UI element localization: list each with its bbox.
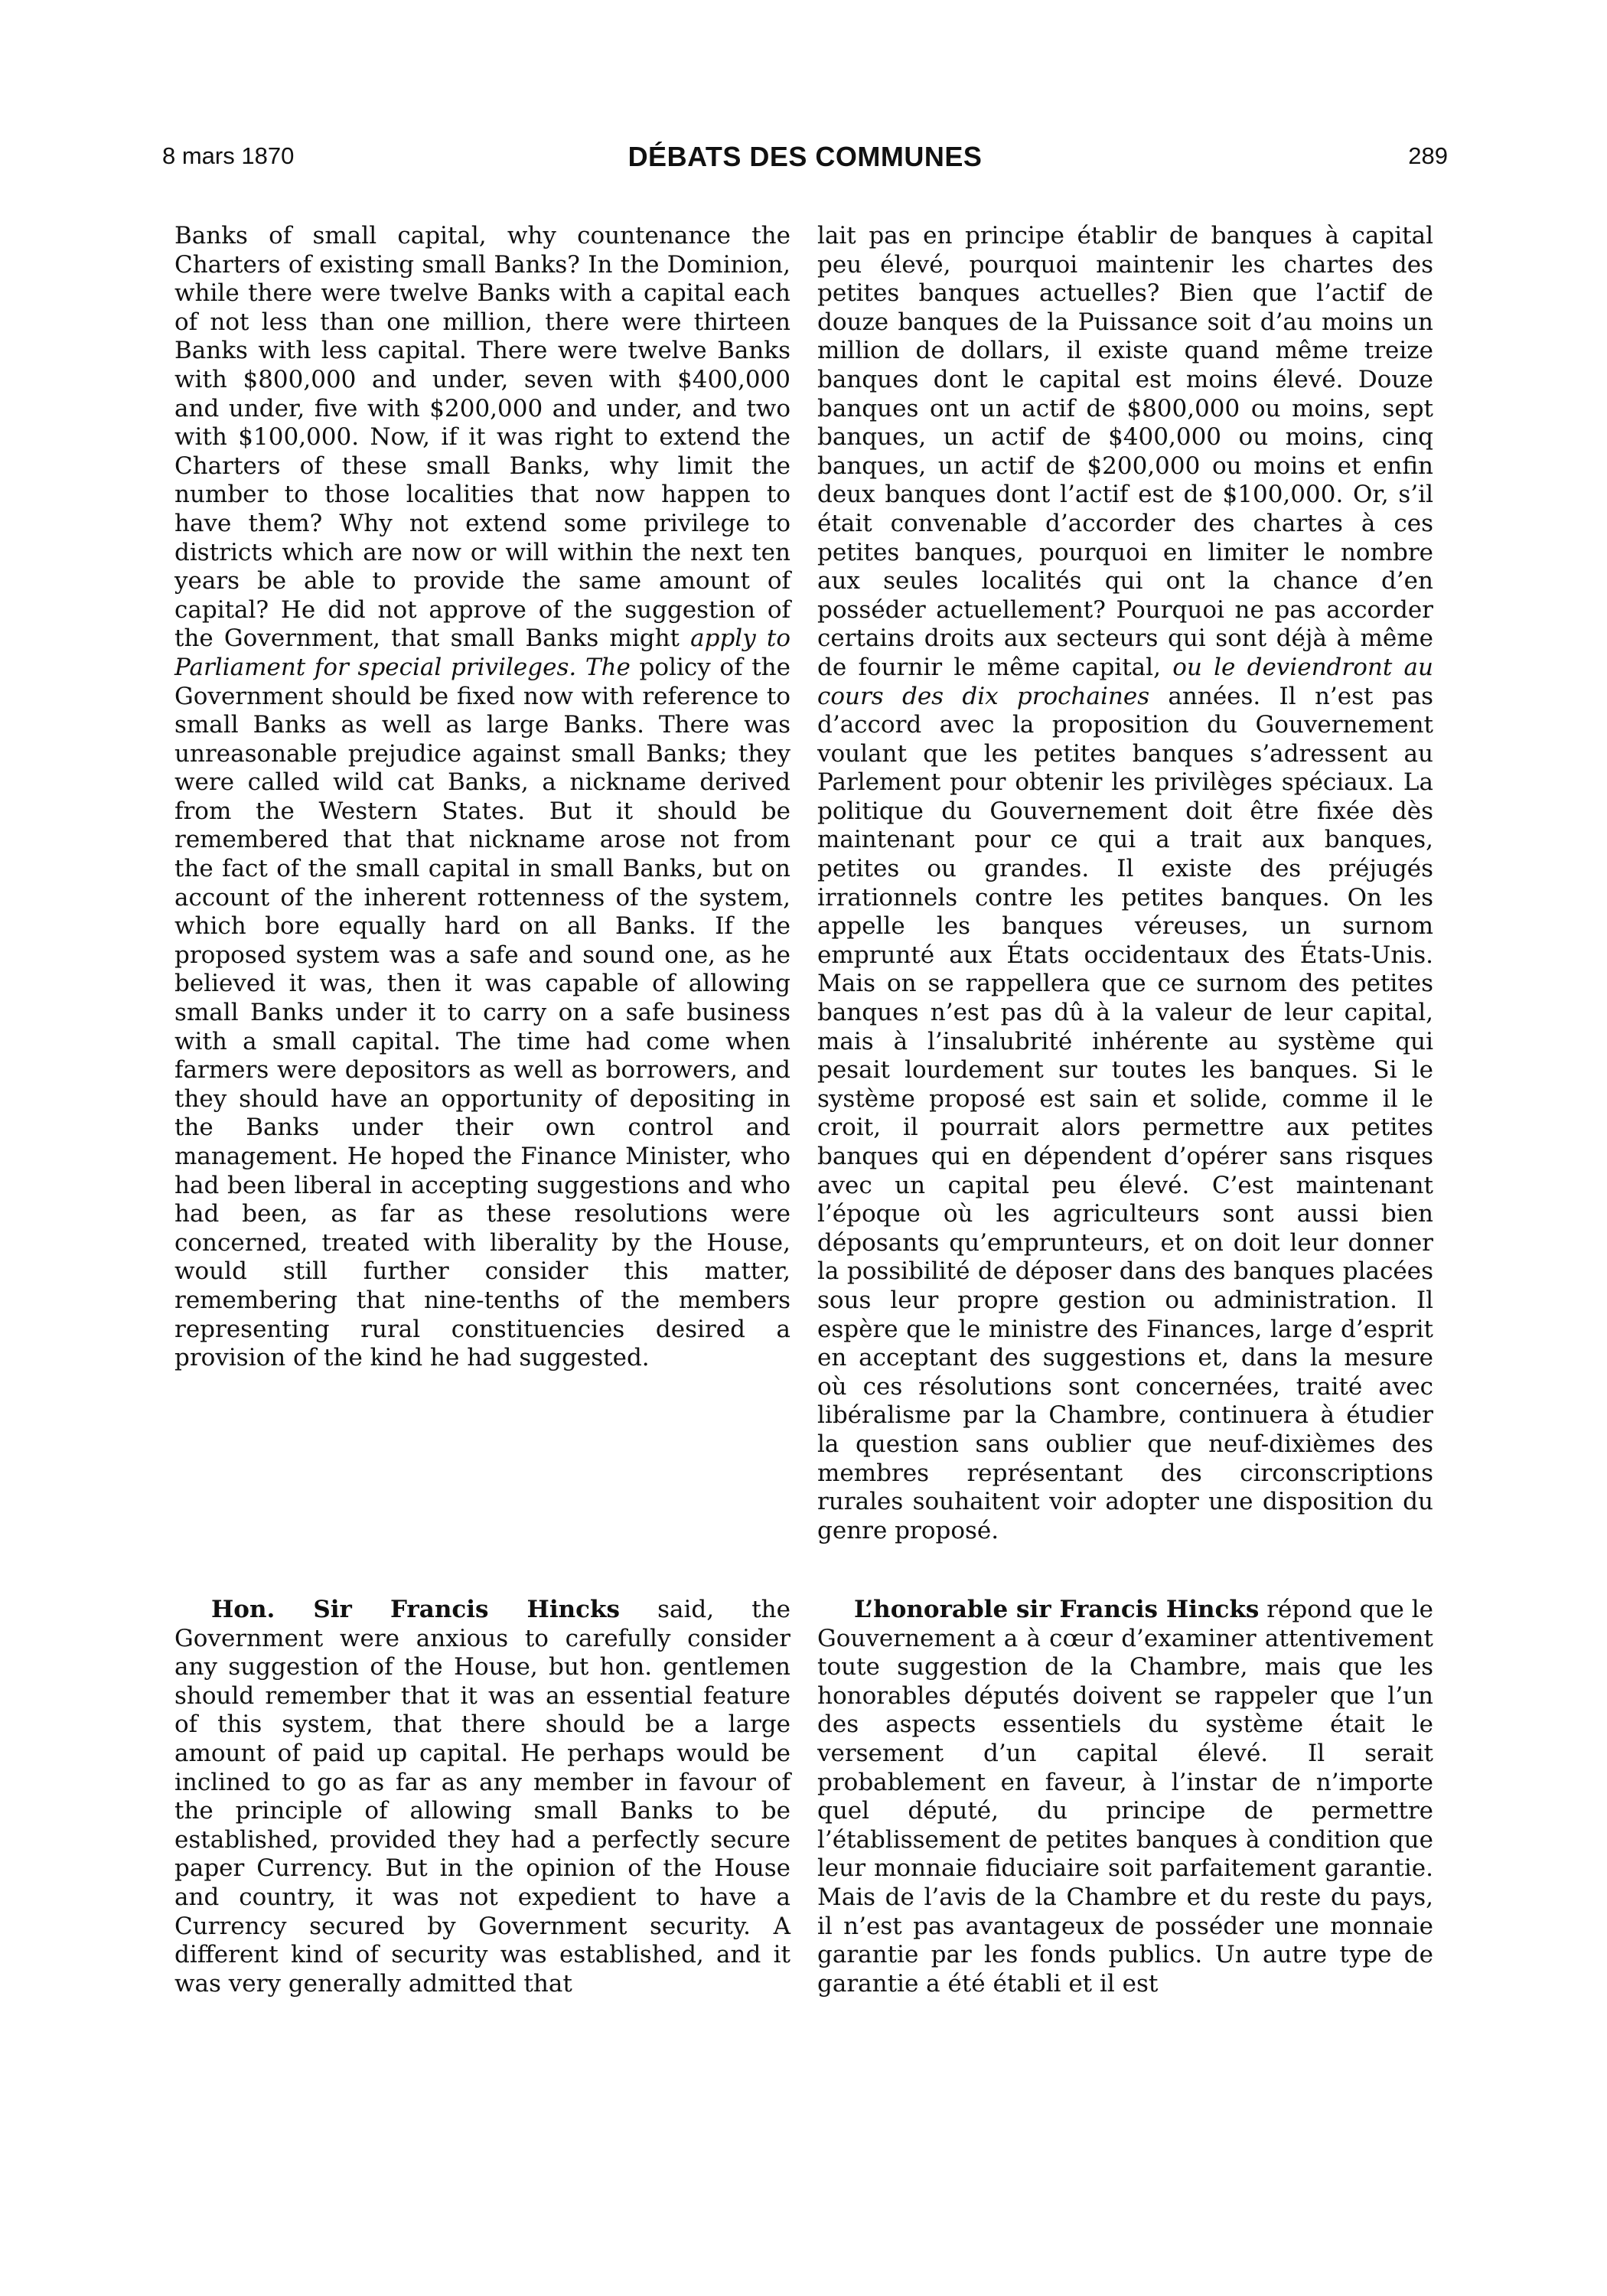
paragraph-text: said, the Government were anxious to carefully consider any suggestion of the House, but hon. gentlemen should remember that it was an essential feature of this system, that there should be a large amount of paid up capital. He perhaps would be inclined to go as far as any member in favour of the principle of allowing small Banks to be established, provided they had a perfectly secure paper Currency. But in the opinion of the House and country, it was not expedient to have a Currency secured by Government security. A different kind of security was established, and it was very generally admitted that: [174, 1596, 790, 1998]
paragraph-text: Banks of small capital, why countenance the Charters of existing small Banks? In the Dominion, while there were twelve Banks with a capital each of not less than one million, there were thirteen Banks with less capital. There were twelve Banks with $800,000 and under, seven with $400,000 and under, five with $200,000 and under, and two with $100,000. Now, if it was right to extend the Charters of these small Banks, why limit the number to those localities that now happen to have them? Why not extend some privilege to districts which are now or will within the next ten years be able to provide the same amount of capital? He did not approve of the suggestion of the Government, that small Banks might: [174, 222, 790, 653]
paragraph-text: lait pas en principe établir de banques à capital peu élevé, pourquoi maintenir les chartes des petites banques actuelles? Bien que l’actif de douze banques de la Puissance soit d’au moins un million de dollars, il existe quand même treize banques dont le capital est moins élevé. Douze banques ont un actif de $800,000 ou moins, sept banques, un actif de $400,000 ou moins, cinq banques, un actif de $200,000 ou moins et enfin deux banques dont l’actif est de $100,000. Or, s’il était convenable d’accorder des chartes à ces petites banques, pourquoi en limiter le nombre aux seules localités qui ont la chance d’en posséder actuellement? Pourquoi ne pas accorder certains droits aux secteurs qui sont déjà à même de fournir le même capital,: [817, 222, 1433, 681]
english-column-bottom: [174, 1596, 790, 1998]
english-paragraph-hincks: [174, 1596, 790, 1998]
paragraph-text: policy of the Government should be fixed now with reference to small Banks as well as large Banks. There was unreasonable prejudice against small Banks; they were called wild cat Banks, a nickname derived from the Western States. But it should be remembered that that nickname arose not from the fact of the small capital in small Banks, but on account of the inherent rottenness of the system, which bore equally hard on all Banks. If the proposed system was a safe and sound one, as he believed it was, then it was capable of allowing small Banks under it to carry on a safe business with a small capital. The time had come when farmers were depositors as well as borrowers, and they should have an opportunity of depositing in the Banks under their own control and management. He hoped the Finance Minister, who had been liberal in accepting suggestions and who had been, as far as these resolutions were concerned, treated with liberality by the House, would still further consider this matter, remembering that nine-tenths of the members representing rural constituencies desired a provision of the kind he had suggested.: [174, 653, 790, 1372]
paragraph-italic-text: ou le deviendront au cours des dix prochaines: [817, 653, 1433, 710]
paragraph-text: répond que le Gouvernement a à cœur d’examiner attentivement toute suggestion de la Chambre, mais que les honorables députés doivent se rappeler que l’un des aspects essentiels du système était le versement d’un capital élevé. Il serait probablement en faveur, à l’instar de n’importe quel député, du principe de permettre l’établissement de petites banques à condition que leur monnaie fiduciaire soit parfaitement garantie. Mais de l’avis de la Chambre et du reste du pays, il n’est pas avantageux de posséder une monnaie garantie par les fonds publics. Un autre type de garantie a été établi et il est: [817, 1596, 1433, 1998]
french-paragraph-hincks: [817, 1596, 1433, 1998]
paragraph-text: années. Il n’est pas d’accord avec la proposition du Gouvernement voulant que les petites banques s’adressent au Parlement pour obtenir les privilèges spéciaux. La politique du Gouvernement doit être fixée dès maintenant pour ce qui a trait aux banques, petites ou grandes. Il existe des préjugés irrationnels contre les petites banques. On les appelle les banques véreuses, un surnom emprunté aux États occidentaux des États-Unis. Mais on se rappellera que ce surnom des petites banques n’est pas dû à la valeur de leur capital, mais à l’insalubrité inhérente au système qui pesait lourdement sur toutes les banques. Si le système proposé est sain et solide, comme il le croit, il pourrait alors permettre aux petites banques qui en dépendent d’opérer sans risques avec un capital peu élevé. C’est maintenant l’époque où les agriculteurs sont aussi bien déposants qu’emprunteurs, et on doit leur donner la possibilité de déposer dans des banques placées sous leur propre gestion ou administration. Il espère que le ministre des Finances, large d’esprit en acceptant des suggestions et, dans la mesure où ces résolutions sont concernées, traité avec libéralisme par la Chambre, continuera à étudier la question sans oublier que neuf-dixièmes des membres représentant des circonscriptions rurales souhaitent voir adopter une disposition du genre proposé.: [817, 682, 1434, 1544]
page-header: [162, 142, 1448, 176]
french-column-top: [817, 222, 1433, 1545]
french-paragraph-banques: [817, 222, 1433, 1545]
french-column-bottom: [817, 1596, 1433, 1998]
speaker-name: L’honorable sir Francis Hincks: [854, 1596, 1260, 1623]
header-title: DÉBATS DES COMMUNES: [627, 141, 983, 172]
speaker-name: Hon. Sir Francis Hincks: [211, 1596, 620, 1623]
english-column-top: [174, 222, 790, 1373]
page-number: 289: [1408, 142, 1448, 169]
paragraph-italic-text: apply to Parliament for special privileges. The: [174, 625, 790, 681]
english-paragraph-banks: [174, 222, 790, 1373]
header-date: 8 mars 1870: [162, 142, 295, 169]
